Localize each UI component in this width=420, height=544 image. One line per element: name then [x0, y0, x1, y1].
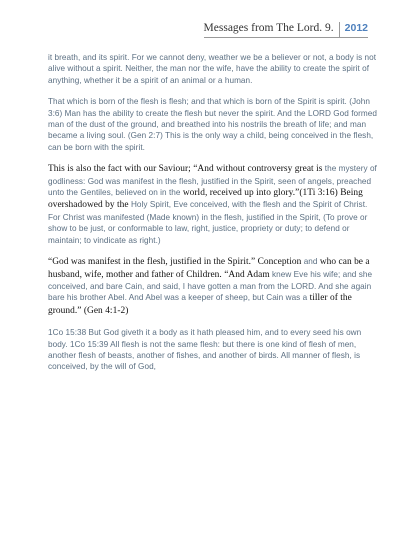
header-year: 2012 [340, 22, 368, 38]
document-body [48, 52, 378, 383]
paragraph-4-sans-b: and [303, 257, 318, 267]
paragraph-4-sans-d: knew Eve his wife; and she conceived, and bare Cain, and said, I have gotten a man from the LORD. And she again bare his brother Abel. And Abel was a keeper of sheep, but Cain was a [48, 269, 373, 303]
paragraph-3-serif-c: world, received up into glory.”(1Ti 3:16) Being overshadowed by the [48, 188, 363, 211]
paragraph-3 [48, 163, 378, 246]
paragraph-4 [48, 256, 378, 317]
paragraph-3-sans-d: Holy Spirit, Eve conceived, with the flesh and the Spirit of Christ. For Christ was manifested (Made known) in the flesh, justified in the Spirit, (To prove or show to be just, or conformable to law, right, justice, propriety or duty; to defend or maintain; to vindicate as right.) [48, 200, 368, 245]
paragraph-4-serif-e: tiller of the ground.” (Gen 4:1-2) [48, 293, 352, 316]
header-title: Messages from The Lord. 9. [204, 22, 340, 38]
paragraph-4-serif-c: who can be a husband, wife, mother and father of Children. “And Adam [48, 257, 370, 280]
paragraph-5: 1Co 15:38 But God giveth it a body as it hath pleased him, and to every seed his own body. 1Co 15:39 All flesh is not the same flesh: but there is one kind of flesh of men, another flesh of beasts, another of fishes, and another of birds. All manner of flesh, is conceived, by the will of God, [48, 328, 362, 372]
paragraph-1: it breath, and its spirit. For we cannot deny, weather we be a believer or not, a body is not alive without a spirit. Neither, the man nor the wife, have the ability to create the spirit of anything, whether it be a spirit of an animal or a human. [48, 53, 377, 85]
paragraph-2: That which is born of the flesh is flesh; and that which is born of the Spirit is spirit. (John 3:6) Man has the ability to create the flesh but never the spirit. And the LORD God formed man of the dust of the ground, and breathed into his nostrils the breath of life; and man became a living soul. (Gen 2:7) This is the only way a child, being conceived in the flesh, can be born with the spirit. [48, 97, 377, 152]
paragraph-4-serif-a: “God was manifest in the flesh, justified in the Spirit.” Conception [48, 257, 302, 268]
paragraph-3-sans-b: the mystery of godliness: God was manifest in the flesh, justified in the Spirit, seen of angels, preached unto the Gentiles, believed on in the [48, 164, 377, 198]
page-header [204, 22, 368, 38]
paragraph-3-serif-a: This is also the fact with our Saviour; “And without controversy great is [48, 164, 323, 175]
